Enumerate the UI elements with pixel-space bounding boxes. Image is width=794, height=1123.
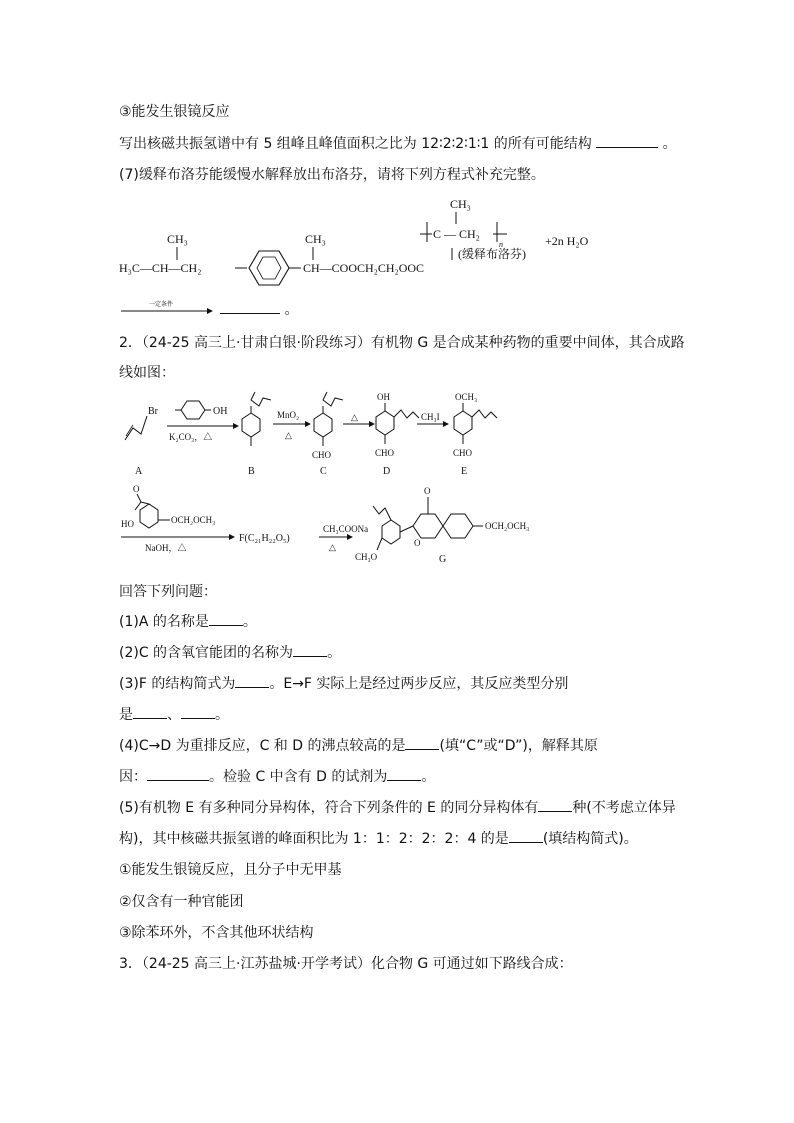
compound-e-structure <box>454 411 472 435</box>
question-2-title-cont: 线如图： <box>119 365 175 381</box>
synthesis-scheme-row-2 <box>115 480 555 575</box>
q5-text: (5)有机物 E 有多种同分异构体，符合下列条件的 E 的同分异构体有 <box>119 800 539 816</box>
arrow-blank-line <box>220 300 298 320</box>
ketone-o-label: O <box>133 484 140 494</box>
sub-question-4 <box>119 736 598 756</box>
q4-prefix: 因： <box>119 769 147 785</box>
ring-o-label: O <box>414 538 421 548</box>
q3-text-cont: 。E→F 实际上是经过两步反应，其反应类型分别 <box>269 676 569 692</box>
question-text-end: 。 <box>662 136 677 152</box>
answer-blank[interactable] <box>133 705 167 719</box>
compound-g-label: G <box>439 554 447 565</box>
compound-g-benzo-ring <box>443 514 473 538</box>
q4-text-cont: (填“C”或“D”)，解释其原 <box>439 738 598 754</box>
och2och3-label: OCH₂OCH₃ <box>171 515 216 525</box>
och3-label-e: OCH₃ <box>455 392 478 402</box>
answer-blank[interactable] <box>405 736 439 750</box>
left-chain-label: H₃C—CH—CH₂ <box>119 261 202 275</box>
och2och3-label-g: OCH₂OCH₃ <box>485 521 530 531</box>
cho-label-c: CHO <box>312 450 332 460</box>
slow-release-ibuprofen-equation <box>115 190 615 290</box>
sub-question-4-cont <box>119 767 435 787</box>
cho-label-d: CHO <box>375 448 395 458</box>
answer-blank[interactable] <box>209 612 243 626</box>
k2co3-condition: K₂CO₃，△ <box>169 432 213 442</box>
question-text: 写出核磁共振氢谱中有 5 组峰且峰值面积之比为 12∶2∶2∶1∶1 的所有可能结构 <box>119 136 592 152</box>
q5-end: (填结构简式)。 <box>542 831 638 847</box>
compound-b-label: B <box>248 466 255 477</box>
synthesis-scheme-row-1 <box>115 388 535 483</box>
benzene-ring <box>249 251 289 285</box>
answer-blank[interactable] <box>181 705 215 719</box>
q1-end: 。 <box>242 614 257 630</box>
poly-main-label: C — CH₂ <box>433 227 480 241</box>
answer-blank[interactable] <box>293 643 327 657</box>
heat-condition: △ <box>285 430 292 440</box>
sub-question-5-cont <box>119 829 638 849</box>
mno2-reagent: MnO₂ <box>277 410 300 420</box>
allyl-bromide-structure <box>125 416 147 440</box>
q1-text: (1)A 的名称是 <box>119 614 209 630</box>
condition-2: ②仅含有一种官能团 <box>119 894 244 910</box>
heat-condition-3: △ <box>329 542 336 552</box>
q2-text: (2)C 的含氧官能团的名称为 <box>119 645 294 661</box>
answer-blank[interactable] <box>538 798 572 812</box>
ho-label: HO <box>121 519 134 529</box>
heat-condition-2: △ <box>351 412 358 422</box>
q4-end: 。 <box>421 769 436 785</box>
q5-text-cont: 种(不考虑立体异 <box>572 800 676 816</box>
question-line-7: (7)缓释布洛芬能缓慢水解释放出布洛芬，请将下列方程式补充完整。 <box>119 167 545 183</box>
compound-d-structure <box>376 411 394 435</box>
q3-prefix: 是 <box>119 707 133 723</box>
ch3o-label: CH₃O <box>355 552 378 562</box>
water-term: +2n H₂O <box>545 234 589 248</box>
condition-line: ③能发生银镜反应 <box>119 104 230 120</box>
oh-label: OH <box>213 406 228 417</box>
q3-end: 。 <box>215 707 229 723</box>
carbonyl-o-label: O <box>424 486 431 496</box>
poly-n-label: n <box>499 240 503 249</box>
acetophenone-reagent-structure <box>140 504 158 528</box>
sub-question-1 <box>119 612 257 632</box>
condition-arrow <box>119 298 219 318</box>
compound-e-label: E <box>461 466 468 477</box>
q3-sep: 、 <box>167 707 181 723</box>
condition-3: ③除苯环外，不含其他环状结构 <box>119 925 314 941</box>
question-line <box>119 134 677 154</box>
cho-label-e: CHO <box>453 448 473 458</box>
ch3coona-reagent: CH₃COONa <box>323 524 369 534</box>
ch3-label-2: CH₃ <box>305 232 326 246</box>
sub-question-2 <box>119 643 341 663</box>
sub-question-5 <box>119 798 676 818</box>
product-name-label: (缓释布洛芬) <box>458 247 526 261</box>
q4-text-2: 。检验 C 中含有 D 的试剂为 <box>209 769 388 785</box>
answer-blank[interactable] <box>235 674 269 688</box>
sub-question-3 <box>119 674 568 694</box>
q4-text: (4)C→D 为重排反应，C 和 D 的沸点较高的是 <box>119 738 406 754</box>
line-end: 。 <box>284 302 299 318</box>
answer-blank[interactable] <box>509 829 543 843</box>
answer-blank[interactable] <box>220 300 280 314</box>
compound-b-structure <box>242 413 260 437</box>
arrow-condition-label: 一定条件 <box>149 302 174 308</box>
poly-ch3-label: CH₃ <box>450 197 471 211</box>
answer-intro: 回答下列问题： <box>119 584 217 600</box>
question-2-title: 2．（24-25 高三上·甘肃白银·阶段练习）有机物 G 是合成某种药物的重要中间体，其合成路 <box>119 335 685 351</box>
compound-g-aryl-ring <box>382 520 400 544</box>
compound-a-label: A <box>135 466 143 477</box>
p-cresol-structure <box>181 401 205 419</box>
ch3i-reagent: CH₃I <box>421 412 440 422</box>
q3-text: (3)F 的结构简式为 <box>119 676 236 692</box>
condition-1: ①能发生银镜反应，且分子中无甲基 <box>119 862 342 878</box>
q5-text-2: 构)，其中核磁共振氢谱的峰面积比为 1：1：2：2：2：4 的是 <box>119 831 509 847</box>
compound-c-label: C <box>320 466 327 477</box>
oh-label-d: OH <box>377 392 390 402</box>
ch3-label: CH₃ <box>167 232 188 246</box>
sub-question-3-cont <box>119 705 229 725</box>
compound-g-chromanone <box>413 514 443 538</box>
naoh-condition: NaOH，△ <box>145 543 187 553</box>
compound-f-formula: F(C₂₁H₂₂O₅) <box>239 533 290 544</box>
answer-blank[interactable] <box>387 767 421 781</box>
q2-end: 。 <box>327 645 342 661</box>
answer-blank[interactable] <box>596 134 658 148</box>
compound-d-label: D <box>383 466 391 477</box>
compound-c-structure <box>314 413 332 437</box>
right-chain-label: CH—COOCH₂CH₂OOC <box>303 261 425 275</box>
question-3-title: 3．（24-25 高三上·江苏盐城·开学考试）化合物 G 可通过如下路线合成： <box>119 956 573 972</box>
br-label: Br <box>148 406 158 417</box>
answer-blank[interactable] <box>147 767 209 781</box>
